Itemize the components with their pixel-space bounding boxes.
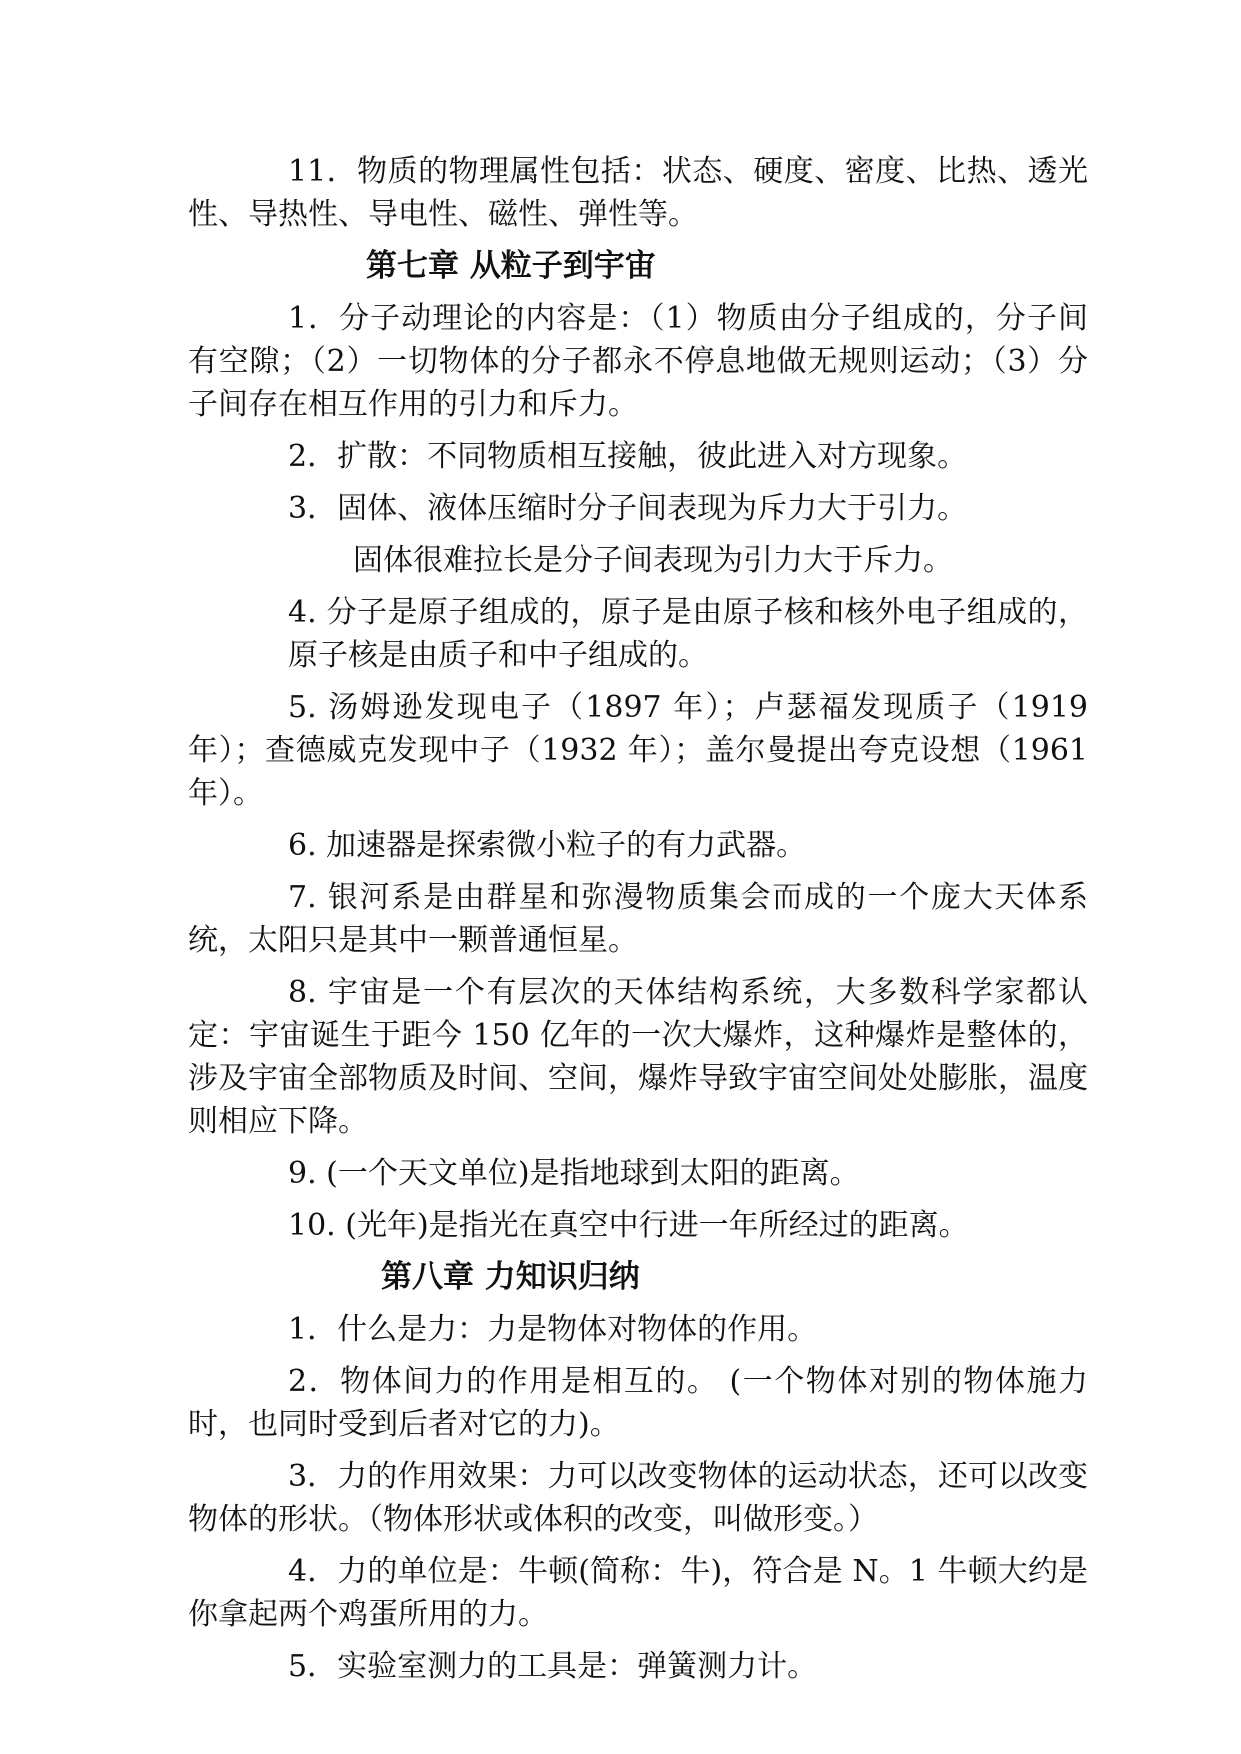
paragraph-ch7-2: 2．扩散：不同物质相互接触，彼此进入对方现象。	[288, 439, 968, 474]
paragraph-ch7-9: 9. (一个天文单位)是指地球到太阳的距离。	[288, 1156, 860, 1191]
paragraph-ch7-10: 10. (光年)是指光在真空中行进一年所经过的距离。	[288, 1208, 969, 1243]
paragraph-ch7-7: 7. 银河系是由群星和弥漫物质集会而成的一个庞大天体系统，太阳只是其中一颗普通恒星。	[188, 880, 1088, 958]
paragraph-ch7-8: 8. 宇宙是一个有层次的天体结构系统，大多数科学家都认定：宇宙诞生于距今 150 亿年的一次大爆炸，这种爆炸是整体的，涉及宇宙全部物质及时间、空间，爆炸导致宇宙空间处处膨胀，温度则相应下降。	[188, 975, 1088, 1139]
paragraph-ch7-6: 6. 加速器是探索微小粒子的有力武器。	[288, 828, 807, 863]
paragraph-ch8-3: 3．力的作用效果：力可以改变物体的运动状态，还可以改变物体的形状。（物体形状或体积的改变，叫做形变。）	[188, 1459, 1088, 1537]
chapter-8-heading: 第八章 力知识归纳	[381, 1259, 640, 1295]
paragraph-ch7-4: 4. 分子是原子组成的，原子是由原子核和核外电子组成的，原子核是由质子和中子组成的。	[288, 595, 1088, 673]
paragraph-ch7-1: 1．分子动理论的内容是：（1）物质由分子组成的，分子间有空隙；（2）一切物体的分子都永不停息地做无规则运动；（3）分子间存在相互作用的引力和斥力。	[188, 301, 1088, 422]
paragraph-ch7-3-continued: 固体很难拉长是分子间表现为引力大于斥力。	[353, 543, 953, 578]
chapter-7-heading: 第七章 从粒子到宇宙	[366, 248, 656, 284]
paragraph-11: 11．物质的物理属性包括：状态、硬度、密度、比热、透光性、导热性、导电性、磁性、弹性等。	[188, 154, 1088, 232]
document-page	[188, 150, 1088, 1697]
paragraph-ch8-1: 1．什么是力：力是物体对物体的作用。	[288, 1312, 818, 1347]
paragraph-ch7-5: 5. 汤姆逊发现电子（1897 年）；卢瑟福发现质子（1919 年）；查德威克发现中子（1932 年）；盖尔曼提出夸克设想（1961 年）。	[188, 690, 1088, 811]
paragraph-ch7-3: 3．固体、液体压缩时分子间表现为斥力大于引力。	[288, 491, 968, 526]
paragraph-ch8-2: 2．物体间力的作用是相互的。 (一个物体对别的物体施力时，也同时受到后者对它的力)。	[188, 1364, 1088, 1442]
paragraph-ch8-5: 5．实验室测力的工具是：弹簧测力计。	[288, 1649, 818, 1684]
paragraph-ch8-4: 4．力的单位是：牛顿(简称：牛)，符合是 N。1 牛顿大约是你拿起两个鸡蛋所用的力。	[188, 1554, 1088, 1632]
